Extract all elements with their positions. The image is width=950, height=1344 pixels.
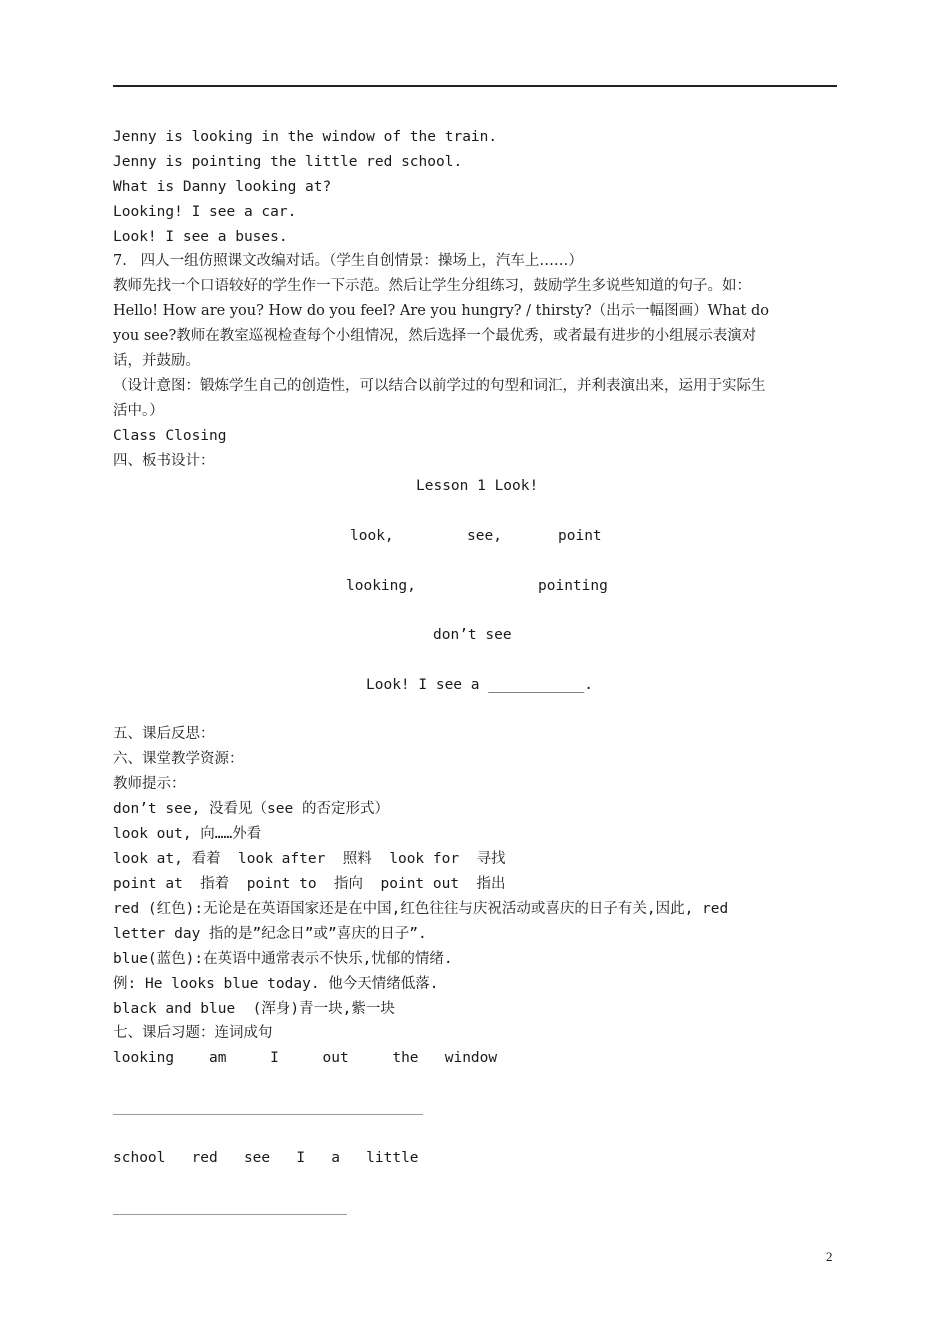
section-heading: 五、课后反思： xyxy=(113,726,215,742)
text-line: 教师先找一个口语较好的学生作一下示范。然后让学生分组练习，鼓励学生多说些知道的句子。如： xyxy=(113,278,751,294)
page-number: 2 xyxy=(826,1249,833,1264)
text-line: Class Closing xyxy=(113,428,227,444)
text-line: What is Danny looking at? xyxy=(113,179,332,195)
text-line: （设计意图：锻炼学生自己的创造性，可以结合以前学过的句型和词汇，并利表演出来，运用于实际生 xyxy=(113,378,766,394)
text-line: blue(蓝色):在英语中通常表示不快乐,忧郁的情绪. xyxy=(113,951,453,967)
section-heading: 六、课堂教学资源： xyxy=(113,751,244,767)
text-line: Hello! How are you? How do you feel? Are you hungry? / thirsty?（出示一幅图画）What do xyxy=(113,303,769,319)
answer-line xyxy=(113,1114,423,1115)
board-word: looking, xyxy=(346,578,416,594)
board-word: point xyxy=(558,528,602,544)
answer-line xyxy=(113,1214,347,1215)
board-word: see, xyxy=(467,528,502,544)
board-word: look, xyxy=(350,528,394,544)
text-line: black and blue (浑身)青一块,紫一块 xyxy=(113,1001,395,1017)
header-rule xyxy=(113,85,837,87)
text-line: look at, 看着 look after 照料 look for 寻找 xyxy=(113,851,506,867)
board-word: don’t see xyxy=(433,627,512,643)
text-line: 7. 四人一组仿照课文改编对话。（学生自创情景：操场上，汽车上……） xyxy=(113,253,583,269)
board-title: Lesson 1 Look! xyxy=(416,478,539,494)
section-heading: 四、板书设计： xyxy=(113,453,215,469)
board-sentence: Look! I see a ___________. xyxy=(366,677,593,693)
text-line: Jenny is pointing the little red school. xyxy=(113,154,463,170)
text-line: 活中。） xyxy=(113,403,164,419)
text-line: letter day 指的是”纪念日”或”喜庆的日子”. xyxy=(113,926,427,942)
text-line: 教师提示： xyxy=(113,776,186,792)
exercise-words: school red see I a little xyxy=(113,1150,419,1166)
text-line: don’t see, 没看见（see 的否定形式） xyxy=(113,801,389,817)
text-line: Look! I see a buses. xyxy=(113,229,288,245)
exercise-words: looking am I out the window xyxy=(113,1050,498,1066)
text-line: 例: He looks blue today. 他今天情绪低落. xyxy=(113,976,439,992)
text-line: red (红色):无论是在英语国家还是在中国,红色往往与庆祝活动或喜庆的日子有关,因此, red xyxy=(113,901,729,917)
text-line: you see?教师在教室巡视检查每个小组情况，然后选择一个最优秀，或者最有进步的小组展示表演对 xyxy=(113,328,757,344)
text-line: Looking! I see a car. xyxy=(113,204,297,220)
board-word: pointing xyxy=(538,578,608,594)
text-line: Jenny is looking in the window of the train. xyxy=(113,129,498,145)
text-line: look out, 向……外看 xyxy=(113,826,262,842)
text-line: 话，并鼓励。 xyxy=(113,353,200,369)
text-line: point at 指着 point to 指向 point out 指出 xyxy=(113,876,506,892)
section-heading: 七、课后习题：连词成句 xyxy=(113,1025,273,1041)
